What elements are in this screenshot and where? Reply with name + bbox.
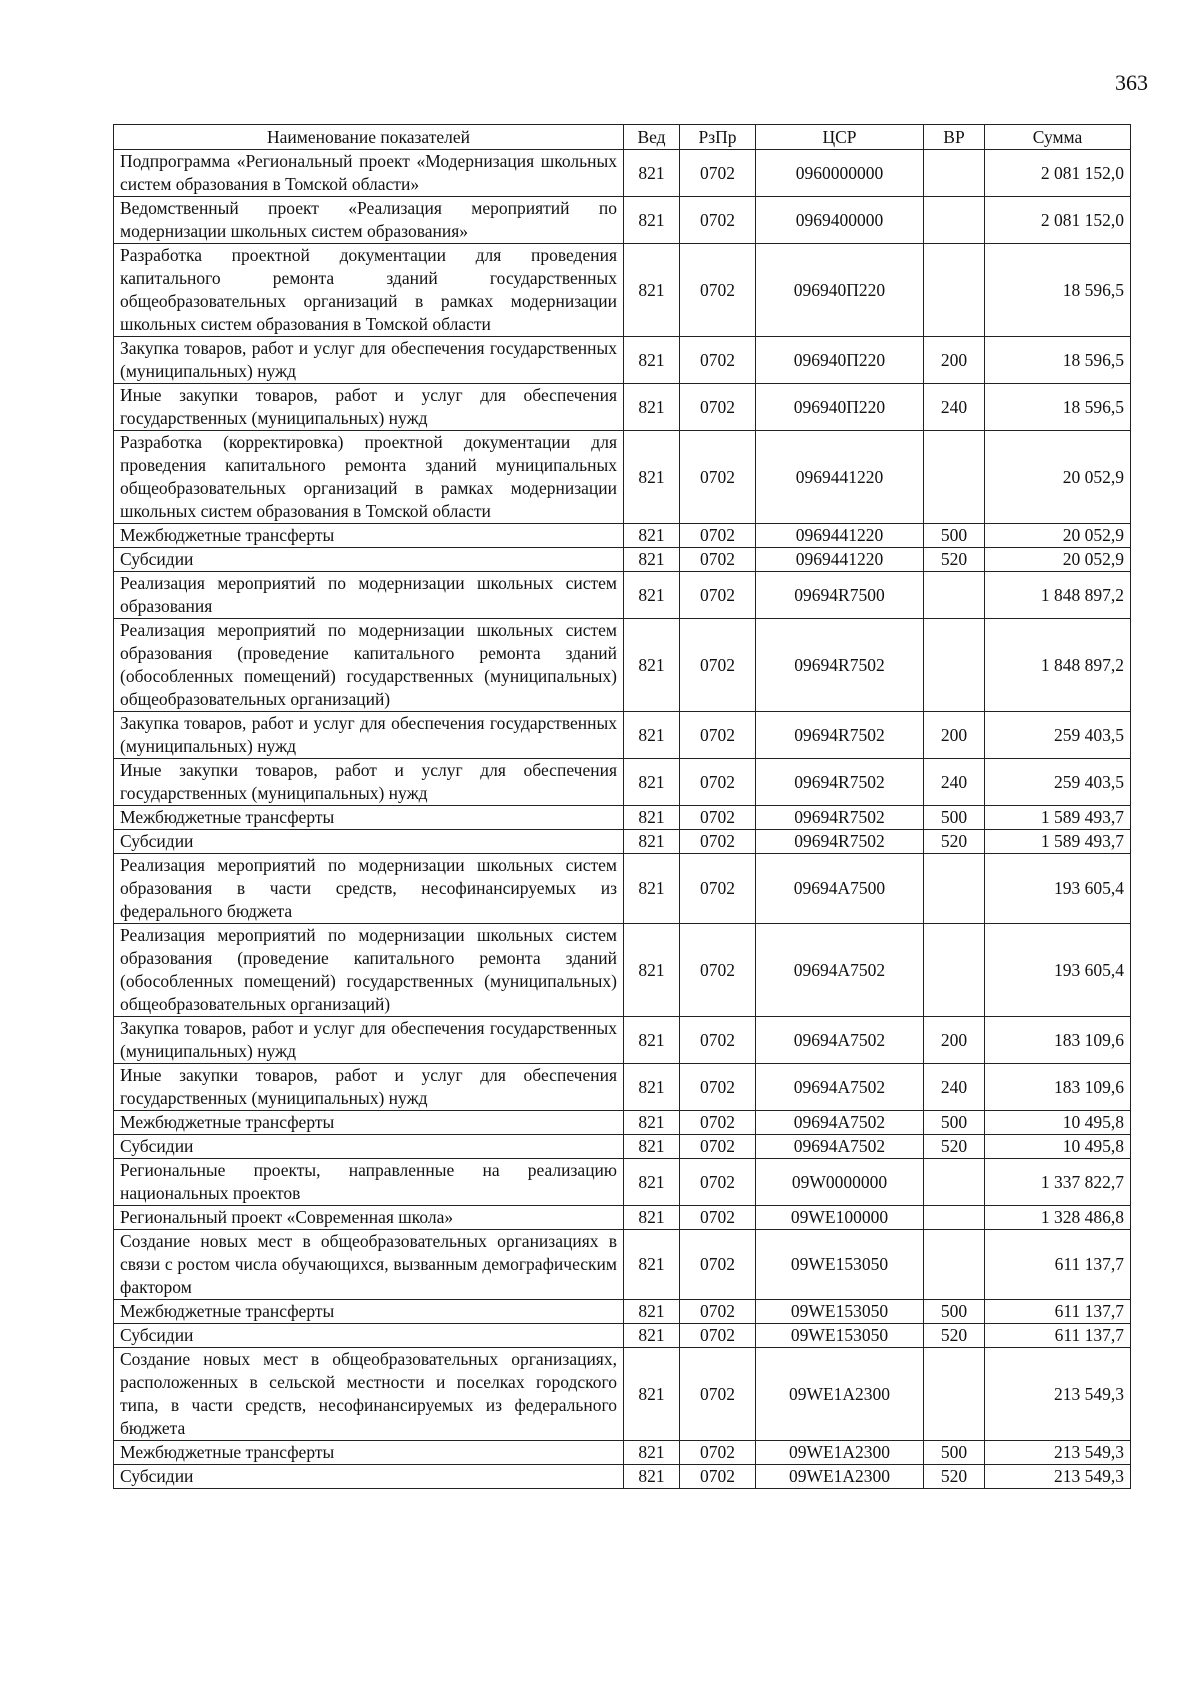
cell-csr: 096940П220 [756,337,924,384]
cell-ved: 821 [624,854,680,924]
header-vr: ВР [924,125,985,150]
cell-name: Субсидии [114,1324,624,1348]
header-rzpr: РзПр [680,125,756,150]
cell-vr: 520 [924,548,985,572]
cell-vr: 240 [924,384,985,431]
cell-csr: 09694R7502 [756,759,924,806]
cell-vr: 200 [924,337,985,384]
cell-vr [924,1206,985,1230]
header-csr: ЦСР [756,125,924,150]
cell-csr: 09WE153050 [756,1300,924,1324]
table-row [114,759,1131,806]
cell-name: Региональный проект «Современная школа» [114,1206,624,1230]
cell-rzpr: 0702 [680,1300,756,1324]
cell-csr: 09WE100000 [756,1206,924,1230]
table-row [114,1465,1131,1489]
cell-sum: 18 596,5 [985,244,1131,337]
table-row [114,1206,1131,1230]
cell-name: Субсидии [114,1465,624,1489]
cell-csr: 0960000000 [756,150,924,197]
cell-name: Создание новых мест в общеобразовательных организациях в связи с ростом числа обучающихся, вызванным демографическим фактором [114,1230,624,1300]
cell-ved: 821 [624,1324,680,1348]
table-row [114,1324,1131,1348]
cell-rzpr: 0702 [680,806,756,830]
cell-sum: 10 495,8 [985,1135,1131,1159]
cell-vr: 500 [924,1300,985,1324]
cell-rzpr: 0702 [680,1441,756,1465]
cell-ved: 821 [624,619,680,712]
table-row [114,197,1131,244]
cell-vr [924,1348,985,1441]
cell-csr: 09694R7502 [756,830,924,854]
cell-csr: 0969400000 [756,197,924,244]
cell-rzpr: 0702 [680,830,756,854]
cell-ved: 821 [624,924,680,1017]
cell-sum: 2 081 152,0 [985,150,1131,197]
cell-name: Реализация мероприятий по модернизации школьных систем образования [114,572,624,619]
cell-vr [924,150,985,197]
cell-ved: 821 [624,1064,680,1111]
cell-sum: 1 848 897,2 [985,572,1131,619]
cell-name: Региональные проекты, направленные на реализацию национальных проектов [114,1159,624,1206]
cell-csr: 0969441220 [756,431,924,524]
cell-csr: 0969441220 [756,548,924,572]
cell-csr: 09WE153050 [756,1230,924,1300]
cell-rzpr: 0702 [680,1206,756,1230]
cell-rzpr: 0702 [680,924,756,1017]
cell-name: Реализация мероприятий по модернизации школьных систем образования (проведение капитального ремонта зданий (обособленных помещений) государственных (муниципальных) общеобразовательных организаций) [114,924,624,1017]
cell-name: Межбюджетные трансферты [114,524,624,548]
table-row [114,431,1131,524]
cell-rzpr: 0702 [680,1111,756,1135]
cell-vr: 500 [924,524,985,548]
cell-rzpr: 0702 [680,1135,756,1159]
cell-vr: 500 [924,1441,985,1465]
cell-csr: 096940П220 [756,244,924,337]
table-row [114,924,1131,1017]
cell-ved: 821 [624,1135,680,1159]
cell-ved: 821 [624,1159,680,1206]
cell-ved: 821 [624,1465,680,1489]
cell-ved: 821 [624,1111,680,1135]
cell-sum: 193 605,4 [985,854,1131,924]
table-row [114,1111,1131,1135]
cell-name: Ведомственный проект «Реализация мероприятий по модернизации школьных систем образования» [114,197,624,244]
cell-ved: 821 [624,384,680,431]
table-row [114,337,1131,384]
cell-name: Иные закупки товаров, работ и услуг для обеспечения государственных (муниципальных) нужд [114,384,624,431]
table-row [114,1230,1131,1300]
cell-name: Межбюджетные трансферты [114,1441,624,1465]
table-row [114,1135,1131,1159]
cell-name: Закупка товаров, работ и услуг для обеспечения государственных (муниципальных) нужд [114,712,624,759]
cell-rzpr: 0702 [680,759,756,806]
cell-csr: 09694A7502 [756,1017,924,1064]
cell-ved: 821 [624,1441,680,1465]
cell-csr: 09694A7502 [756,1135,924,1159]
cell-name: Создание новых мест в общеобразовательных организациях, расположенных в сельской местности и поселках городского типа, в части средств, несофинансируемых из федерального бюджета [114,1348,624,1441]
cell-rzpr: 0702 [680,712,756,759]
cell-name: Разработка проектной документации для проведения капитального ремонта зданий государственных общеобразовательных организаций в рамках модернизации школьных систем образования в Томской области [114,244,624,337]
cell-name: Субсидии [114,548,624,572]
cell-vr: 520 [924,1465,985,1489]
cell-name: Межбюджетные трансферты [114,806,624,830]
cell-ved: 821 [624,244,680,337]
table-row [114,806,1131,830]
cell-vr: 200 [924,1017,985,1064]
table-row [114,1017,1131,1064]
cell-name: Субсидии [114,830,624,854]
cell-sum: 1 589 493,7 [985,806,1131,830]
cell-vr: 520 [924,830,985,854]
cell-vr [924,197,985,244]
cell-rzpr: 0702 [680,1230,756,1300]
cell-csr: 09694A7502 [756,924,924,1017]
page-number: 363 [1115,70,1148,95]
table-row [114,1441,1131,1465]
header-ved: Вед [624,125,680,150]
cell-csr: 09694A7500 [756,854,924,924]
cell-sum: 611 137,7 [985,1300,1131,1324]
cell-csr: 09694R7500 [756,572,924,619]
cell-sum: 20 052,9 [985,548,1131,572]
cell-ved: 821 [624,1017,680,1064]
table-row [114,572,1131,619]
table-header-row [114,125,1131,150]
cell-sum: 183 109,6 [985,1017,1131,1064]
table-row [114,1300,1131,1324]
table-row [114,830,1131,854]
cell-rzpr: 0702 [680,524,756,548]
cell-rzpr: 0702 [680,1064,756,1111]
cell-ved: 821 [624,1230,680,1300]
budget-table [113,124,1131,1489]
cell-rzpr: 0702 [680,1324,756,1348]
cell-name: Межбюджетные трансферты [114,1300,624,1324]
table-body [114,150,1131,1489]
cell-sum: 20 052,9 [985,431,1131,524]
cell-vr [924,572,985,619]
cell-vr: 240 [924,1064,985,1111]
cell-vr [924,244,985,337]
cell-ved: 821 [624,712,680,759]
cell-sum: 611 137,7 [985,1230,1131,1300]
cell-vr: 200 [924,712,985,759]
cell-ved: 821 [624,197,680,244]
cell-csr: 09694A7502 [756,1111,924,1135]
table-row [114,384,1131,431]
cell-vr [924,924,985,1017]
cell-sum: 20 052,9 [985,524,1131,548]
cell-ved: 821 [624,337,680,384]
cell-ved: 821 [624,1348,680,1441]
cell-ved: 821 [624,572,680,619]
cell-ved: 821 [624,524,680,548]
cell-csr: 09W0000000 [756,1159,924,1206]
cell-vr [924,431,985,524]
cell-ved: 821 [624,806,680,830]
cell-name: Иные закупки товаров, работ и услуг для обеспечения государственных (муниципальных) нужд [114,759,624,806]
cell-sum: 611 137,7 [985,1324,1131,1348]
cell-vr: 500 [924,1111,985,1135]
table-row [114,619,1131,712]
cell-sum: 18 596,5 [985,384,1131,431]
cell-sum: 10 495,8 [985,1111,1131,1135]
cell-csr: 09WE153050 [756,1324,924,1348]
table-row [114,548,1131,572]
cell-rzpr: 0702 [680,854,756,924]
cell-csr: 09WE1A2300 [756,1465,924,1489]
cell-csr: 09694R7502 [756,806,924,830]
cell-vr [924,619,985,712]
cell-csr: 09694R7502 [756,619,924,712]
cell-name: Межбюджетные трансферты [114,1111,624,1135]
cell-sum: 213 549,3 [985,1465,1131,1489]
table-row [114,150,1131,197]
cell-ved: 821 [624,830,680,854]
table-row [114,1064,1131,1111]
cell-rzpr: 0702 [680,548,756,572]
cell-vr [924,1230,985,1300]
cell-vr: 240 [924,759,985,806]
header-name: Наименование показателей [114,125,624,150]
table-row [114,854,1131,924]
cell-sum: 183 109,6 [985,1064,1131,1111]
cell-ved: 821 [624,431,680,524]
table-row [114,712,1131,759]
cell-sum: 18 596,5 [985,337,1131,384]
cell-csr: 09WE1A2300 [756,1348,924,1441]
cell-sum: 259 403,5 [985,759,1131,806]
cell-ved: 821 [624,1206,680,1230]
cell-sum: 213 549,3 [985,1348,1131,1441]
cell-sum: 1 328 486,8 [985,1206,1131,1230]
table-row [114,1159,1131,1206]
cell-rzpr: 0702 [680,572,756,619]
cell-name: Иные закупки товаров, работ и услуг для обеспечения государственных (муниципальных) нужд [114,1064,624,1111]
cell-name: Подпрограмма «Региональный проект «Модернизация школьных систем образования в Томской области» [114,150,624,197]
cell-rzpr: 0702 [680,244,756,337]
table-row [114,524,1131,548]
cell-ved: 821 [624,150,680,197]
cell-sum: 2 081 152,0 [985,197,1131,244]
cell-rzpr: 0702 [680,1348,756,1441]
cell-rzpr: 0702 [680,197,756,244]
cell-ved: 821 [624,548,680,572]
cell-csr: 09694A7502 [756,1064,924,1111]
cell-sum: 1 337 822,7 [985,1159,1131,1206]
cell-vr [924,854,985,924]
cell-csr: 09WE1A2300 [756,1441,924,1465]
cell-rzpr: 0702 [680,431,756,524]
table-row [114,1348,1131,1441]
cell-rzpr: 0702 [680,337,756,384]
cell-vr: 520 [924,1324,985,1348]
cell-name: Реализация мероприятий по модернизации школьных систем образования в части средств, несофинансируемых из федерального бюджета [114,854,624,924]
cell-name: Закупка товаров, работ и услуг для обеспечения государственных (муниципальных) нужд [114,1017,624,1064]
cell-name: Реализация мероприятий по модернизации школьных систем образования (проведение капитального ремонта зданий (обособленных помещений) государственных (муниципальных) общеобразовательных организаций) [114,619,624,712]
cell-sum: 259 403,5 [985,712,1131,759]
cell-vr [924,1159,985,1206]
cell-rzpr: 0702 [680,1465,756,1489]
cell-csr: 09694R7502 [756,712,924,759]
cell-sum: 1 589 493,7 [985,830,1131,854]
cell-ved: 821 [624,759,680,806]
cell-vr: 500 [924,806,985,830]
table-row [114,244,1131,337]
cell-sum: 193 605,4 [985,924,1131,1017]
header-sum: Сумма [985,125,1131,150]
cell-sum: 1 848 897,2 [985,619,1131,712]
cell-name: Закупка товаров, работ и услуг для обеспечения государственных (муниципальных) нужд [114,337,624,384]
cell-rzpr: 0702 [680,150,756,197]
cell-name: Разработка (корректировка) проектной документации для проведения капитального ремонта зданий муниципальных общеобразовательных организаций в рамках модернизации школьных систем образования в Томской области [114,431,624,524]
cell-sum: 213 549,3 [985,1441,1131,1465]
cell-name: Субсидии [114,1135,624,1159]
cell-csr: 0969441220 [756,524,924,548]
cell-rzpr: 0702 [680,1017,756,1064]
cell-rzpr: 0702 [680,384,756,431]
cell-rzpr: 0702 [680,1159,756,1206]
cell-rzpr: 0702 [680,619,756,712]
cell-ved: 821 [624,1300,680,1324]
cell-vr: 520 [924,1135,985,1159]
cell-csr: 096940П220 [756,384,924,431]
